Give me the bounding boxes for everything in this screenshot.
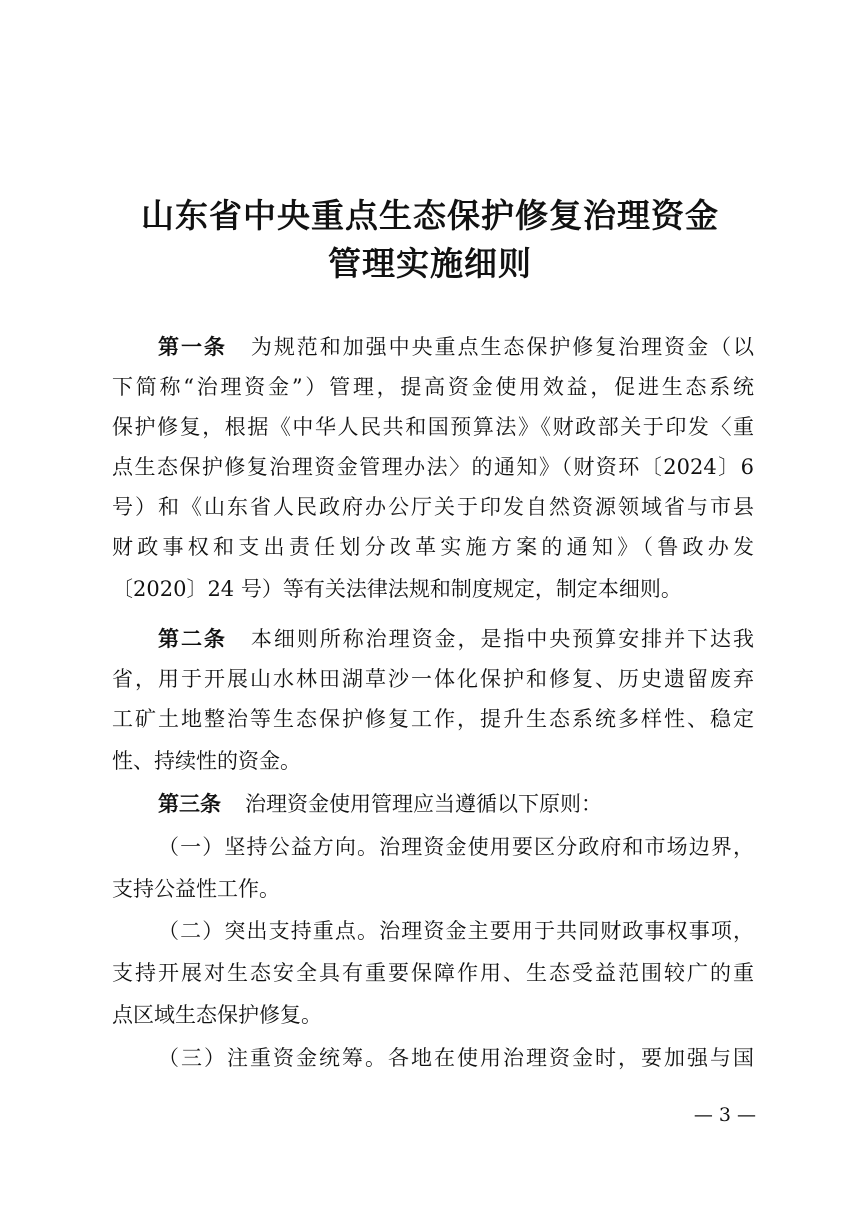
- article-1-line-1: [158, 334, 754, 360]
- article-1-text: 为规范和加强中央重点生态保护修复治理资金（以: [250, 335, 754, 359]
- page-number: — 3 —: [693, 1104, 756, 1126]
- article-2-line-4: 性、持续性的资金。: [112, 749, 301, 773]
- article-1-line-7: 〔2020〕24 号）等有关法律法规和制度规定，制定本细则。: [112, 577, 682, 601]
- principle-3-line-1: （三）注重资金统筹。各地在使用治理资金时，要加强与国: [158, 1046, 754, 1070]
- article-2-text: 本细则所称治理资金，是指中央预算安排并下达我: [250, 627, 754, 651]
- principle-2-line-1: （二）突出支持重点。治理资金主要用于共同财政事权事项，: [158, 919, 754, 943]
- principle-2-line-3: 点区域生态保护修复。: [112, 1003, 322, 1027]
- principle-1-line-1: （一）坚持公益方向。治理资金使用要区分政府和市场边界，: [158, 835, 754, 859]
- article-2-line-1: [158, 626, 754, 652]
- article-1-line-4: 点生态保护修复治理资金管理办法〉的通知》（财资环〔2024〕6: [112, 455, 754, 479]
- principle-2-line-2: 支持开展对生态安全具有重要保障作用、生态受益范围较广的重: [112, 961, 754, 985]
- article-1-line-3: 保护修复，根据《中华人民共和国预算法》《财政部关于印发〈重: [112, 415, 754, 439]
- article-2-line-3: 工矿土地整治等生态保护修复工作，提升生态系统多样性、稳定: [112, 707, 754, 731]
- article-1-heading: 第一条: [158, 335, 227, 359]
- article-3-line-1: [158, 791, 754, 817]
- principle-1-line-2: 支持公益性工作。: [112, 877, 280, 901]
- article-3-text: 治理资金使用管理应当遵循以下原则：: [245, 792, 602, 816]
- document-title-line-1: 山东省中央重点生态保护修复治理资金: [141, 196, 719, 235]
- article-3-heading: 第三条: [158, 792, 221, 816]
- article-2-heading: 第二条: [158, 627, 227, 651]
- article-1-line-2: 下简称“治理资金”）管理，提高资金使用效益，促进生态系统: [112, 375, 754, 399]
- article-1-line-5: 号）和《山东省人民政府办公厅关于印发自然资源领域省与市县: [112, 495, 754, 519]
- document-title-line-2: 管理实施细则: [328, 244, 532, 283]
- article-1-line-6: 财政事权和支出责任划分改革实施方案的通知》（鲁政办发: [112, 535, 754, 559]
- article-2-line-2: 省，用于开展山水林田湖草沙一体化保护和修复、历史遗留废弃: [112, 667, 754, 691]
